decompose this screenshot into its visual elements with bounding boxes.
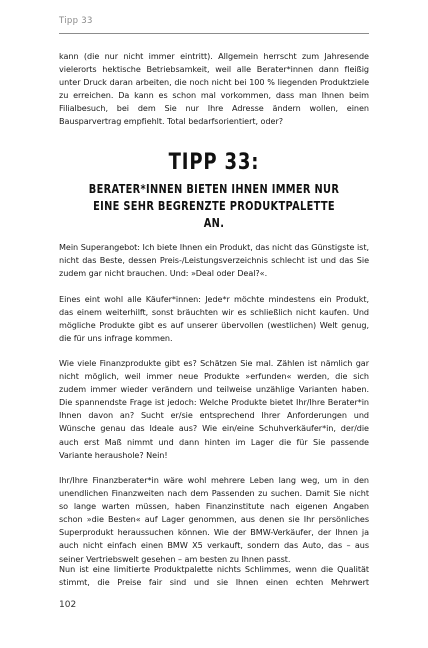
intro-text: [59, 50, 369, 129]
intro-paragraph: kann (die nur nicht immer eintritt). Allgemein herrscht zum Jahresende vielerorts hektische Betriebsamkeit, weil alle Berater*innen dann fleißig unter Druck daran arbeiten, die noch nicht bei 100 % liegenden Produktziele zu erreichen. Da kann es schon mal vorkommen, dass man Ihnen beim Filialbesuch, bei dem Sie nur Ihre Adresse ändern wollen, einen Bausparvertrag empfiehlt. Total bedarfsorientiert, oder?: [59, 51, 369, 127]
body-paragraph-5: [59, 563, 369, 589]
tipp-subtitle: [81, 180, 346, 231]
tipp-subtitle-line-2: EINE SEHR BEGRENZTE PRODUKTPALETTE AN.: [93, 198, 335, 230]
page-number: 102: [59, 600, 77, 610]
paragraph-text: Wie viele Finanzprodukte gibt es? Schätzen Sie mal. Zählen ist nämlich gar nicht möglich, weil immer neue Produkte »erfunden« werden, die sich zudem immer wieder verändern und teilweise unzählige Varianten haben. Die spannendste Frage ist jedoch: Welche Produkte bietet Ihr/Ihre Berater*in Ihnen davon an? Sucht er/sie entsprechend Ihrer Anforderungen und Wünsche genau das Ideale aus? Wie ein/eine Schuhverkäufer*in, der/die auch erst Maß nimmt und dann hinten im Lager die für Sie passende Variante heraushole? Nein!: [59, 358, 369, 460]
body-paragraph-3: [59, 357, 369, 462]
paragraph-text: Nun ist eine limitierte Produktpalette nichts Schlimmes, wenn die Qualität stimmt, die Preise fair sind und sie Ihnen einen echten Mehrwert: [59, 564, 369, 588]
paragraph-text: Eines eint wohl alle Käufer*innen: Jede*r möchte mindestens ein Produkt, das einem weiterhilft, sonst bräuchten wir es schließlich nicht kaufen. Und mögliche Produkte gibt es auf unserer übervollen (westlichen) Welt genug, die für uns infrage kommen.: [59, 294, 369, 344]
body-paragraph-4: [59, 474, 369, 566]
body-paragraph-1: [59, 241, 369, 280]
paragraph-text: Mein Superangebot: Ich biete Ihnen ein Produkt, das nicht das Günstigste ist, nicht das Beste, dessen Preis-/Leistungsverzeichnis schlecht ist und das Sie zudem gar nicht brauchen. Und: »Deal oder Deal?«.: [59, 242, 369, 279]
header-rule: [59, 33, 369, 34]
body-paragraph-2: [59, 293, 369, 345]
tipp-title: TIPP 33:: [168, 150, 260, 175]
paragraph-text: Ihr/Ihre Finanzberater*in wäre wohl mehrere Leben lang weg, um in den unendlichen Finanzweiten nach dem Passenden zu suchen. Damit Sie nicht so lange warten müssen, haben Finanzinstitute nach eigenen Angaben schon »die Besten« auf Lager genommen, aus denen sie Ihr persönliches Superprodukt heraussuchen können. Wie der BMW-Verkäufer, der Ihnen ja auch nicht einfach einen BMW X5 verkauft, sondern das Auto, das – aus seiner Vertriebswelt gesehen – am besten zu Ihnen passt.: [59, 475, 369, 564]
tipp-subtitle-line-1: BERATER*INNEN BIETEN IHNEN IMMER NUR: [88, 181, 340, 196]
running-head: Tipp 33: [59, 16, 93, 26]
